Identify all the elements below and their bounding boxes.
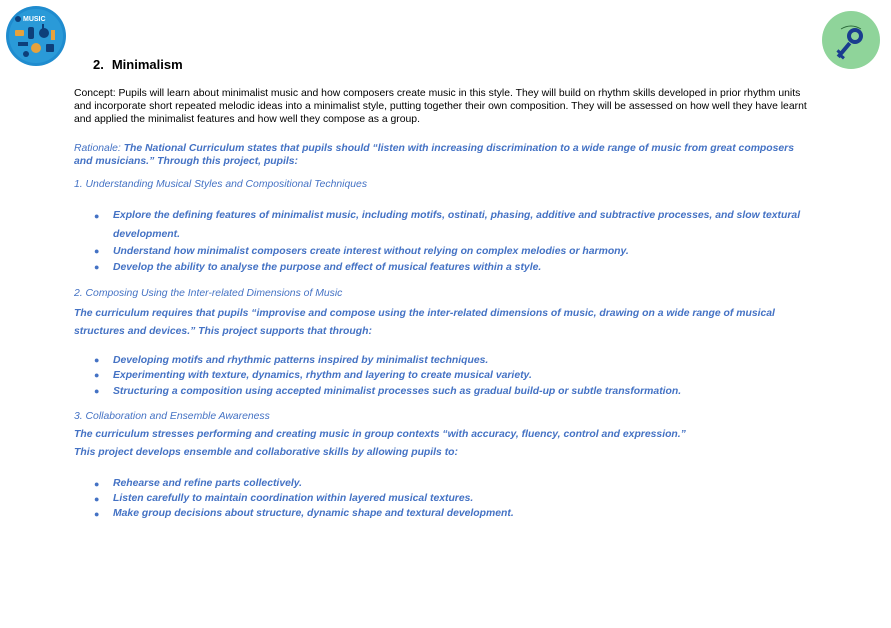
list-item: ● Understand how minimalist composers create interest without relying on complex melodies or harmony.: [74, 244, 824, 260]
page-title: [93, 57, 183, 72]
bullet-icon: ●: [94, 385, 100, 396]
section3-heading: 3. Collaboration and Ensemble Awareness: [74, 411, 270, 422]
section2-intro: The curriculum requires that pupils “improvise and compose using the inter-related dimensions of music, drawing on a wide range of musical structures and devices.” This project supports that through:: [74, 308, 775, 337]
bullet-icon: ●: [94, 493, 100, 504]
section2-heading: 2. Composing Using the Inter-related Dimensions of Music: [74, 288, 343, 299]
bullet-icon: ●: [94, 508, 100, 519]
list-item: ● Rehearse and refine parts collectively.: [74, 477, 824, 492]
bullet-icon: ●: [94, 479, 100, 489]
bullet-icon: ●: [94, 370, 100, 381]
rationale-label: Rationale:: [74, 143, 121, 154]
svg-text:MUSIC: MUSIC: [23, 16, 46, 23]
list-item: ● Make group decisions about structure, dynamic shape and textural development.: [74, 507, 824, 522]
list-item: ● Listen carefully to maintain coordination within layered musical textures.: [74, 492, 824, 507]
section-title: Minimalism: [111, 57, 183, 72]
section3-bullet-list: [74, 477, 824, 521]
list-item: ● Explore the defining features of minimalist music, including motifs, ostinati, phasing, additive and subtractive processes, and slow textural development.: [74, 207, 824, 244]
section2-bullet-list: [74, 353, 824, 399]
rationale-paragraph: [74, 142, 814, 168]
section3-intro-line1: The curriculum stresses performing and creating music in group contexts “with accuracy, fluency, control and expression.”: [74, 429, 686, 440]
concept-paragraph: Concept: Pupils will learn about minimalist music and how composers create music in this style. They will build on rhythm skills developed in prior rhythm units and incorporate short repeated melodic ideas into a minimalist style, putting together their own composition. They will be assessed on how well they have learnt and applied the minimalist features and how well they compose as a group.: [74, 88, 807, 125]
school-key-logo-icon: [822, 11, 880, 69]
section1-bullet-list: [74, 207, 824, 275]
list-item: ● Develop the ability to analyse the purpose and effect of musical features within a style.: [74, 260, 824, 276]
section-number: 2.: [93, 57, 104, 72]
bullet-icon: ●: [94, 246, 100, 256]
bullet-icon: ●: [94, 211, 100, 221]
bullet-icon: ●: [94, 355, 100, 365]
list-item: ● Experimenting with texture, dynamics, rhythm and layering to create musical variety.: [74, 368, 824, 383]
section1-heading: 1. Understanding Musical Styles and Compositional Techniques: [74, 179, 368, 190]
rationale-text: The National Curriculum states that pupils should “listen with increasing discrimination to a wide range of music from great composers and musicians.” Through this project, pupils:: [74, 143, 795, 167]
music-logo-icon: [6, 6, 66, 66]
section3-intro-line2: This project develops ensemble and collaborative skills by allowing pupils to:: [74, 447, 458, 458]
list-item: ● Developing motifs and rhythmic patterns inspired by minimalist techniques.: [74, 353, 824, 368]
bullet-icon: ●: [94, 261, 100, 272]
list-item: ● Structuring a composition using accepted minimalist processes such as gradual build-up or subtle transformation.: [74, 384, 824, 399]
